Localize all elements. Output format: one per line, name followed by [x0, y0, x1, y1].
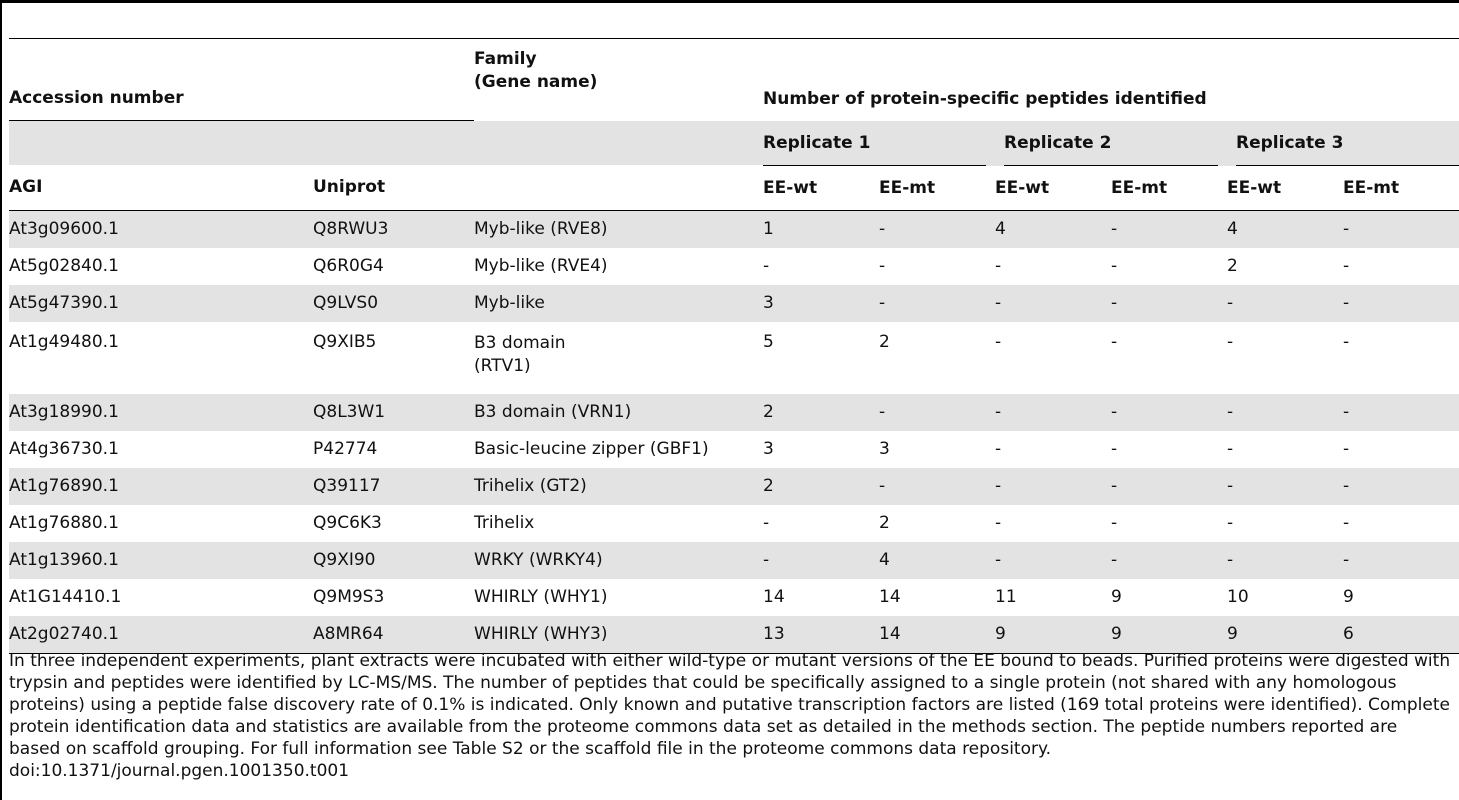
- cell-r2wt: 11: [995, 587, 1017, 607]
- cell-r3wt: -: [1227, 468, 1343, 505]
- header-spacer: [9, 121, 763, 166]
- cell-r2wt: -: [995, 468, 1111, 505]
- cell-uniprot: Q9LVS0: [313, 285, 474, 322]
- cell-uniprot: Q6R0G4: [313, 256, 384, 276]
- cell-r1wt: 3: [763, 439, 774, 459]
- cell-r3wt: -: [1227, 439, 1234, 459]
- table-row: [9, 579, 1459, 616]
- cell-r3mt: -: [1343, 394, 1459, 431]
- table-row: [9, 468, 1459, 505]
- table-body: [9, 210, 1459, 653]
- cell-r3mt: 6: [1343, 616, 1459, 654]
- accession-header: Accession number: [9, 39, 474, 121]
- caption-doi: doi:10.1371/journal.pgen.1001350.t001: [9, 761, 350, 781]
- table-row: [9, 322, 1459, 394]
- cell-r1wt: 1: [763, 210, 879, 248]
- cell-r3mt: -: [1343, 542, 1459, 579]
- uniprot-header: Uniprot: [313, 165, 474, 210]
- cell-r3mt: -: [1343, 468, 1459, 505]
- cell-family: WHIRLY (WHY1): [474, 587, 608, 607]
- cell-agi: At5g47390.1: [9, 285, 313, 322]
- cell-r1wt: 5: [763, 331, 774, 352]
- header-row-3: [9, 165, 1459, 210]
- cell-r3wt: -: [1227, 331, 1234, 352]
- family-header-line1: Family: [474, 49, 537, 69]
- cell-agi: At3g09600.1: [9, 210, 313, 248]
- cell-r3mt: -: [1343, 513, 1350, 533]
- cell-uniprot: P42774: [313, 439, 378, 459]
- cell-r3wt: 10: [1227, 587, 1249, 607]
- table-row: [9, 505, 1459, 542]
- header-row-2: [9, 121, 1459, 166]
- cell-r1mt: 2: [879, 513, 890, 533]
- family-line1: B3 domain: [474, 332, 566, 353]
- table-row: [9, 394, 1459, 431]
- cell-r3wt: -: [1227, 394, 1343, 431]
- replicate-1-header: Replicate 1: [763, 121, 995, 166]
- header-row-1: [9, 39, 1459, 121]
- cell-r3wt: -: [1227, 513, 1234, 533]
- cell-r2mt: -: [1111, 542, 1227, 579]
- cell-r1mt: 14: [879, 587, 901, 607]
- cell-agi: At2g02740.1: [9, 616, 313, 654]
- agi-header: AGI: [9, 165, 313, 210]
- cell-family: Myb-like: [474, 285, 763, 322]
- cell-uniprot: A8MR64: [313, 616, 474, 654]
- cell-r2mt: 9: [1111, 616, 1227, 654]
- cell-family: WRKY (WRKY4): [474, 542, 763, 579]
- cell-r1wt: -: [763, 513, 770, 533]
- cell-family: Trihelix (GT2): [474, 468, 763, 505]
- cell-r3wt: 9: [1227, 616, 1343, 654]
- cell-agi: At4g36730.1: [9, 439, 119, 459]
- replicate-2-header: Replicate 2: [995, 121, 1227, 166]
- cell-r2wt: -: [995, 542, 1111, 579]
- cell-family: [474, 322, 763, 394]
- cell-r2mt: -: [1111, 513, 1118, 533]
- cell-r3wt: -: [1227, 285, 1343, 322]
- cell-r2wt: 4: [995, 210, 1111, 248]
- cell-uniprot: Q9C6K3: [313, 513, 382, 533]
- cell-r3wt: 2: [1227, 256, 1238, 276]
- top-border: [0, 0, 1459, 3]
- cell-agi: At1g13960.1: [9, 542, 313, 579]
- cell-r1mt: 2: [879, 331, 890, 352]
- table-row: [9, 431, 1459, 468]
- cell-r1mt: -: [879, 256, 886, 276]
- cell-r1mt: -: [879, 210, 995, 248]
- cell-uniprot: Q8L3W1: [313, 394, 474, 431]
- cell-r2wt: 9: [995, 616, 1111, 654]
- peptides-header: Number of protein-specific peptides identified: [763, 39, 1459, 121]
- family-line2: (RTV1): [474, 355, 531, 376]
- caption-text: In three independent experiments, plant extracts were incubated with either wild-type or mutant versions of the EE bound to beads. Purified proteins were digested with trypsin and peptides were identified by LC-MS/MS. The number of peptides that could be specifically assigned to a single protein (not shared with any homologous proteins) using a peptide false discovery rate of 0.1% is indicated. Only known and putative transcription factors are listed (169 total proteins were identified). Complete protein identification data and statistics are available from the proteome commons data set as detailed in the methods section. The peptide numbers reported are based on scaffold grouping. For full information see Table S2 or the scaffold file in the proteome commons data repository.: [9, 651, 1451, 759]
- cell-r1wt: 2: [763, 468, 879, 505]
- table-row: [9, 248, 1459, 285]
- table-row: [9, 616, 1459, 654]
- cell-r2mt: -: [1111, 285, 1227, 322]
- cell-uniprot: Q39117: [313, 468, 474, 505]
- cell-r2wt: -: [995, 256, 1002, 276]
- cell-r3wt: -: [1227, 542, 1343, 579]
- cell-r1mt: 4: [879, 542, 995, 579]
- cell-r3wt: 4: [1227, 210, 1343, 248]
- cell-r1wt: 13: [763, 616, 879, 654]
- cell-r1mt: -: [879, 285, 995, 322]
- cell-r3mt: -: [1343, 210, 1459, 248]
- cell-uniprot: Q9M9S3: [313, 587, 385, 607]
- cell-r3mt: -: [1343, 256, 1350, 276]
- cell-uniprot: Q9XIB5: [313, 331, 377, 352]
- cell-agi: At5g02840.1: [9, 256, 119, 276]
- cell-r3mt: -: [1343, 331, 1350, 352]
- cell-r2mt: 9: [1111, 587, 1122, 607]
- cell-agi: At1g76890.1: [9, 468, 313, 505]
- cell-r1mt: 14: [879, 616, 995, 654]
- cell-r2mt: -: [1111, 439, 1118, 459]
- cell-r1wt: -: [763, 256, 770, 276]
- cell-family: B3 domain (VRN1): [474, 394, 763, 431]
- rep3-eemt-header: EE-mt: [1343, 165, 1459, 210]
- cell-r2wt: -: [995, 513, 1002, 533]
- cell-r1wt: -: [763, 542, 879, 579]
- table-row: [9, 542, 1459, 579]
- cell-r2wt: -: [995, 439, 1002, 459]
- cell-r2mt: -: [1111, 468, 1227, 505]
- cell-family: Trihelix: [474, 513, 535, 533]
- cell-r3mt: -: [1343, 285, 1459, 322]
- cell-agi: At1g49480.1: [9, 331, 119, 352]
- cell-r1wt: 2: [763, 394, 879, 431]
- family-header-line2: (Gene name): [474, 72, 598, 92]
- cell-r1mt: 3: [879, 439, 890, 459]
- cell-family: WHIRLY (WHY3): [474, 616, 763, 654]
- family-col-spacer: [474, 165, 763, 210]
- cell-r3mt: 9: [1343, 587, 1354, 607]
- cell-agi: At1G14410.1: [9, 587, 122, 607]
- table-caption: [9, 650, 1451, 782]
- cell-r2mt: -: [1111, 331, 1118, 352]
- cell-r2wt: -: [995, 331, 1002, 352]
- cell-uniprot: Q9XI90: [313, 542, 474, 579]
- rep1-eewt-header: EE-wt: [763, 165, 879, 210]
- replicate-3-header: Replicate 3: [1227, 121, 1459, 166]
- cell-r1wt: 3: [763, 285, 879, 322]
- cell-family: Myb-like (RVE4): [474, 256, 608, 276]
- rep2-eewt-header: EE-wt: [995, 165, 1111, 210]
- cell-r2wt: -: [995, 394, 1111, 431]
- rep1-eemt-header: EE-mt: [879, 165, 995, 210]
- cell-family: Basic-leucine zipper (GBF1): [474, 439, 709, 459]
- peptide-table: [9, 38, 1459, 654]
- cell-uniprot: Q8RWU3: [313, 210, 474, 248]
- family-header: [474, 39, 763, 121]
- cell-r2mt: -: [1111, 210, 1227, 248]
- rep2-eemt-header: EE-mt: [1111, 165, 1227, 210]
- cell-r2wt: -: [995, 285, 1111, 322]
- cell-r2mt: -: [1111, 256, 1118, 276]
- cell-r1wt: 14: [763, 587, 785, 607]
- cell-agi: At3g18990.1: [9, 394, 313, 431]
- table-row: [9, 210, 1459, 248]
- table-row: [9, 285, 1459, 322]
- cell-r3mt: -: [1343, 439, 1350, 459]
- rep3-eewt-header: EE-wt: [1227, 165, 1343, 210]
- cell-r1mt: -: [879, 394, 995, 431]
- cell-r1mt: -: [879, 468, 995, 505]
- cell-family: Myb-like (RVE8): [474, 210, 763, 248]
- left-border: [0, 0, 2, 800]
- cell-agi: At1g76880.1: [9, 513, 119, 533]
- cell-r2mt: -: [1111, 394, 1227, 431]
